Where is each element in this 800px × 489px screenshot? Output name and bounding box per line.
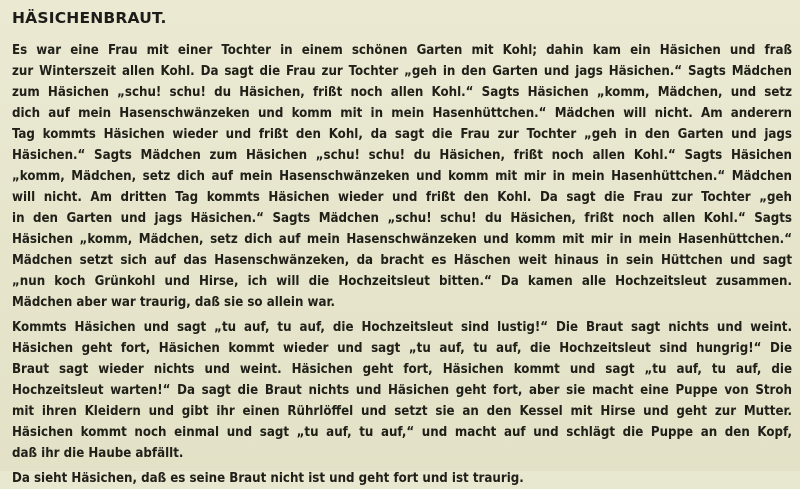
text-line: will nicht. Am dritten Tag kommts Häsichen wieder und frißt den Kohl. Da sagt die Frau zur Tochter „geh [12, 190, 792, 205]
text-line: Häsichen.“ Sagts Mädchen zum Häsichen „schu! schu! du Häsichen, frißt noch allen Kohl.“ Sagts Häsichen [12, 148, 792, 163]
text-line: daß ihr die Haube abfällt. [12, 446, 184, 461]
paragraph-2 [12, 317, 792, 464]
text-line: Häsichen kommt noch einmal und sagt „tu auf, tu auf,“ und macht auf und schlägt die Puppe an den Kopf, [12, 425, 792, 440]
text-line: Häsichen „komm, Mädchen, setz dich auf mein Hasenschwänzeken und komm mit mir in mein Hasenhüttchen.“ [12, 232, 792, 247]
text-line: Es war eine Frau mit einer Tochter in einem schönen Garten mit Kohl; dahin kam ein Häsichen und fraß [12, 43, 792, 58]
text-line: „komm, Mädchen, setz dich auf mein Hasenschwänzeken und komm mit mir in mein Hasenhüttchen.“ Mädchen [12, 169, 792, 184]
story-title: HÄSICHENBRAUT. [12, 9, 167, 27]
paragraph-1 [12, 40, 792, 313]
story-text [12, 40, 792, 489]
text-line: in den Garten und jags Häsichen.“ Sagts Mädchen „schu! schu! du Häsichen, frißt noch allen Kohl.“ Sagts [12, 211, 792, 226]
text-line: mit ihren Kleidern und gibt ihr einen Rührlöffel und setzt sie an den Kessel mit Hirse und geht zur Mutter. [12, 404, 792, 419]
text-line: Da sieht Häsichen, daß es seine Braut nicht ist und geht fort und ist traurig. [12, 471, 524, 486]
text-line: Braut sagt wieder nichts und weint. Häsichen geht fort, Häsichen kommt und sagt „tu auf, tu auf, die [12, 362, 792, 377]
text-line: zur Winterszeit allen Kohl. Da sagt die Frau zur Tochter „geh in den Garten und jags Häsichen.“ Sagts Mädchen [12, 64, 792, 79]
text-line: „nun koch Grünkohl und Hirse, ich will die Hochzeitsleut bitten.“ Da kamen alle Hochzeitsleut zusammen. [12, 274, 792, 289]
text-line: zum Häsichen „schu! schu! du Häsichen, frißt noch allen Kohl.“ Sagts Häsichen „komm, Mädchen, und setz [12, 85, 792, 100]
text-line: Tag kommts Häsichen wieder und frißt den Kohl, da sagt die Frau zur Tochter „geh in den Garten und jags [12, 127, 792, 142]
text-line: Mädchen aber war traurig, daß sie so allein war. [12, 295, 335, 310]
text-line: dich auf mein Hasenschwänzeken und komm mit in mein Hasenhüttchen.“ Mädchen will nicht. Am anderern [12, 106, 792, 121]
text-line: Mädchen setzt sich auf das Hasenschwänzeken, da bracht es Häschen weit hinaus in sein Hüttchen und sagt [12, 253, 792, 268]
text-line: Kommts Häsichen und sagt „tu auf, tu auf, die Hochzeitsleut sind lustig!“ Die Braut sagt nichts und weint. [12, 320, 792, 335]
text-line: Hochzeitsleut warten!“ Da sagt die Braut nichts und Häsichen geht fort, aber sie macht eine Puppe von Stroh [12, 383, 792, 398]
paragraph-3 [12, 468, 792, 489]
text-line: Häsichen geht fort, Häsichen kommt wieder und sagt „tu auf, tu auf, die Hochzeitsleut sind hungrig!“ Die [12, 341, 792, 356]
